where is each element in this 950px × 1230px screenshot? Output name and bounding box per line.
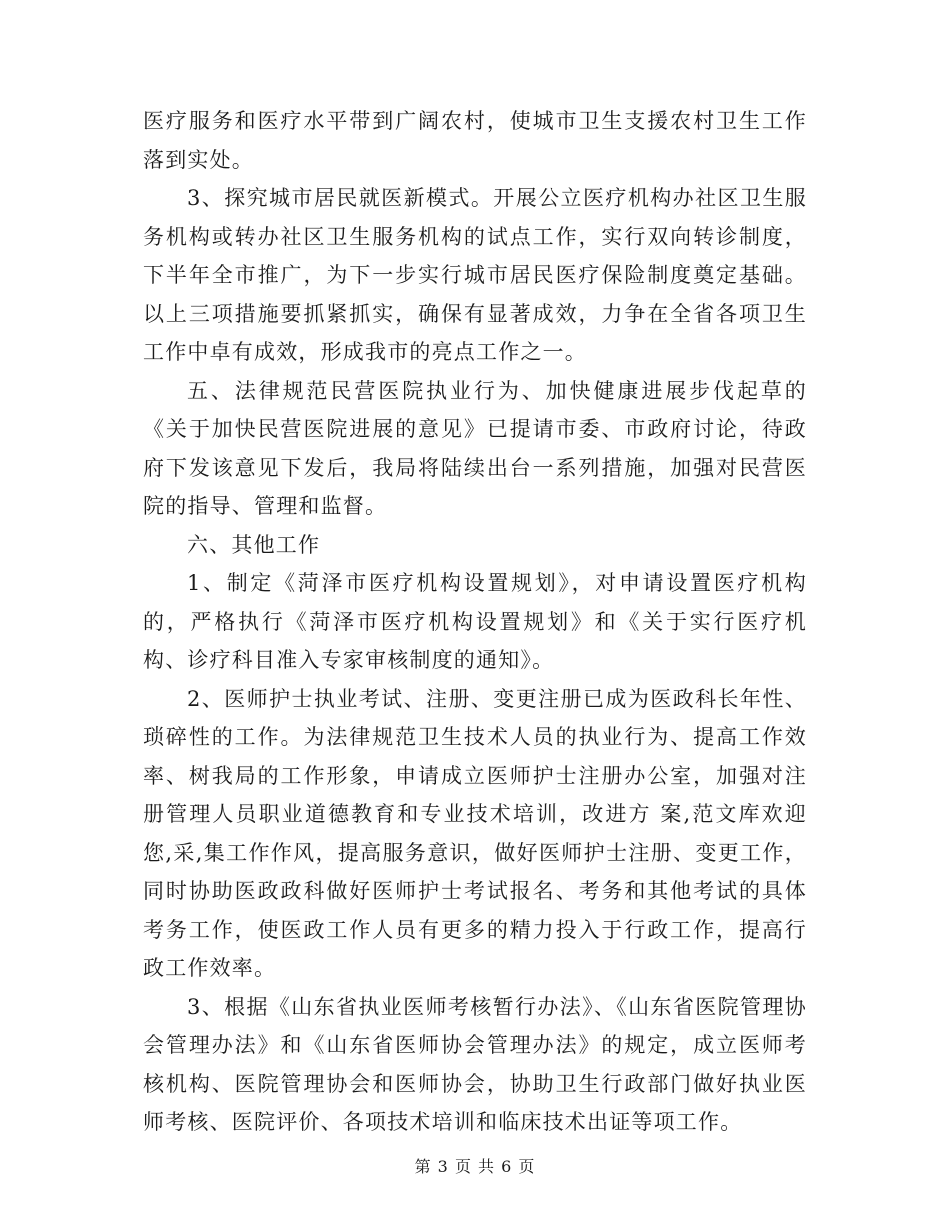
paragraph-item-3-city-medical-model: 3、探究城市居民就医新模式。开展公立医疗机构办社区卫生服务机构或转办社区卫生服务机构的试点工作，实行双向转诊制度，下半年全市推广，为下一步实行城市居民医疗保险制度奠定基础。以上三项措施要抓紧抓实，确保有显著成效，力争在全省各项卫生工作中卓有成效，形成我市的亮点工作之一。 (143, 186, 807, 364)
paragraph-continuation: 医疗服务和医疗水平带到广阔农村，使城市卫生支援农村卫生工作落到实处。 (143, 109, 807, 172)
document-body (143, 102, 807, 1142)
paragraph-section-6-heading: 六、其他工作 (187, 532, 321, 557)
page-number-label: 第 3 页 共 6 页 (414, 1157, 536, 1176)
paragraph-item-2-registration: 2、医师护士执业考试、注册、变更注册已成为医政科长年性、琐碎性的工作。为法律规范卫生技术人员的执业行为、提高工作效率、树我局的工作形象，申请成立医师护士注册办公室，加强对注册管理人员职业道德教育和专业技术培训，改进方 案,范文库欢迎 您,采,集工作作风，提高服务意识，做好医师护士注册、变更工作，同时协助医政政科做好医师护士考试报名、考务和其他考试的具体考务工作，使医政工作人员有更多的精力投入于行政工作，提高行政工作效率。 (143, 686, 807, 980)
page-footer (0, 1154, 950, 1177)
paragraph-section-5-private-hospitals: 五、法律规范民营医院执业行为、加快健康进展步伐起草的《关于加快民营医院进展的意见》已提请市委、市政府讨论，待政府下发该意见下发后，我局将陆续出台一系列措施，加强对民营医院的指导、管理和监督。 (143, 378, 807, 518)
paragraph-item-3-associations: 3、根据《山东省执业医师考核暂行办法》、《山东省医院管理协会管理办法》和《山东省医师协会管理办法》的规定，成立医师考核机构、医院管理协会和医师协会，协助卫生行政部门做好执业医师考核、医院评价、各项技术培训和临床技术出证等项工作。 (143, 994, 807, 1134)
paragraph-item-1-planning: 1、制定《菏泽市医疗机构设置规划》，对申请设置医疗机构的，严格执行《菏泽市医疗机构设置规划》和《关于实行医疗机构、诊疗科目准入专家审核制度的通知》。 (143, 571, 807, 672)
